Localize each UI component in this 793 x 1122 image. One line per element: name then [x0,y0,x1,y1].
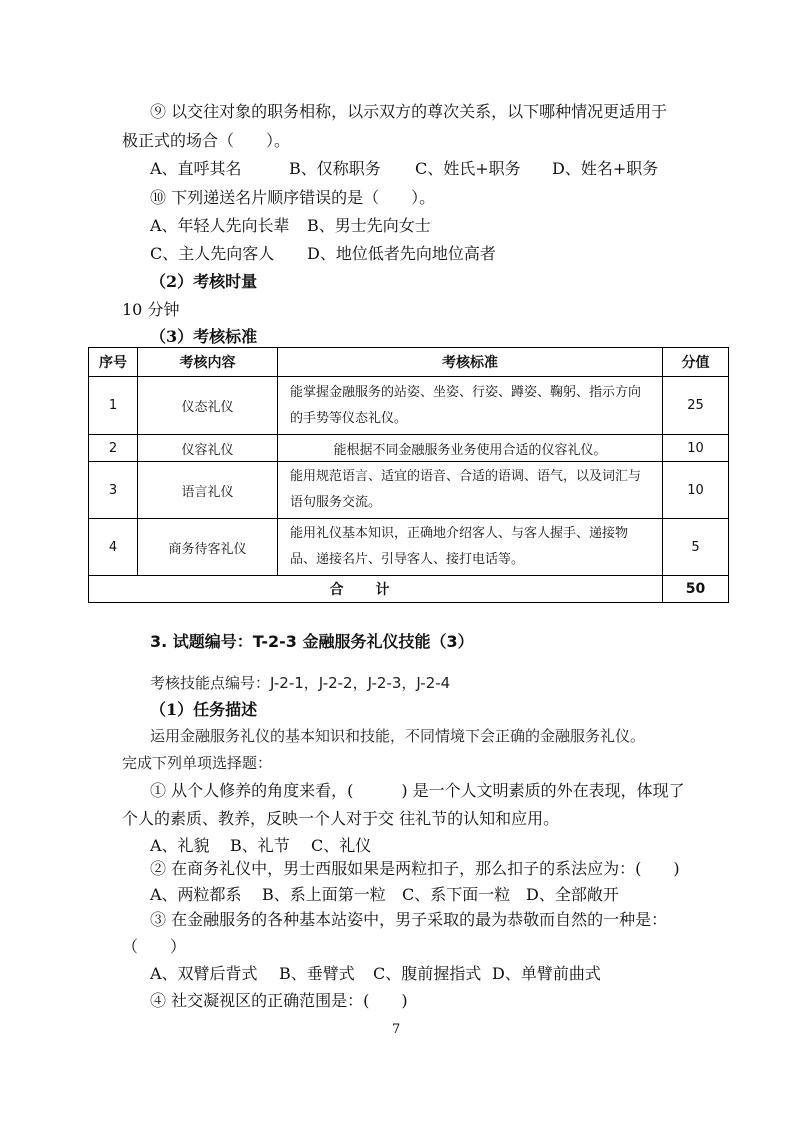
row-no: 3 [89,462,138,519]
q2-option-a: A、两粒都系 [150,885,242,904]
total-label: 合计 [329,582,422,598]
header-score: 分值 [663,348,729,377]
table-header-row [89,348,729,377]
q9-line2: 极正式的场合（ ）。 [122,131,291,150]
q10-option-b: B、男士先向女士 [307,216,431,235]
row-standard: 能用礼仪基本知识，正确地介绍客人、与客人握手、递接物品、递接名片、引导客人、接打电话等。 [278,519,663,576]
row-score: 5 [663,519,729,576]
q1-option-c: C、礼仪 [311,836,372,855]
table-row [89,519,729,576]
table-total-row [89,576,729,603]
row-score: 25 [663,377,729,435]
row-no: 4 [89,519,138,576]
q1-line1: ① 从个人修养的角度来看，( ) 是一个人文明素质的外在表现，体现了 [150,781,685,800]
item3-title: 3. 试题编号：T-2-3 金融服务礼仪技能（3） [150,632,474,651]
item3-skill-points: 考核技能点编号：J-2-1，J-2-2，J-2-3，J-2-4 [150,674,451,692]
q3-option-a: A、双臂后背式 [150,964,258,983]
q9-option-a: A、直呼其名 [150,159,242,178]
total-label-cell [89,576,663,603]
header-standard: 考核标准 [278,348,663,377]
q3-option-b: B、垂臂式 [279,964,355,983]
total-value: 50 [663,576,729,603]
q9-option-b: B、仅称职务 [289,159,381,178]
row-no: 1 [89,377,138,435]
table-row [89,377,729,435]
q2-option-c: C、系下面一粒 [402,885,511,904]
q3-line1: ③ 在金融服务的各种基本站姿中，男子采取的最为恭敬而自然的一种是： [150,910,668,929]
row-no: 2 [89,435,138,462]
row-content: 仪容礼仪 [138,435,278,462]
row-standard: 能掌握金融服务的站姿、坐姿、行姿、蹲姿、鞠躬、指示方向的手势等仪态礼仪。 [278,377,663,435]
header-no: 序号 [89,348,138,377]
q9-line1: ⑨ 以交往对象的职务相称，以示双方的尊次关系，以下哪种情况更适用于 [150,102,668,121]
q9-option-c: C、姓氏+职务 [415,159,521,178]
row-score: 10 [663,462,729,519]
q2-option-d: D、全部敞开 [526,885,619,904]
section2-value: 10 分钟 [122,300,180,319]
scoring-table [88,347,729,603]
q10-stem: ⑩ 下列递送名片顺序错误的是（ ）。 [150,188,436,207]
q2-option-b: B、系上面第一粒 [262,885,386,904]
row-content: 语言礼仪 [138,462,278,519]
task-intro-line1: 运用金融服务礼仪的基本知识和技能，不同情境下会正确的金融服务礼仪。 [150,727,646,745]
row-standard: 能用规范语言、适宜的语音、合适的语调、语气，以及词汇与语句服务交流。 [278,462,663,519]
q10-option-c: C、主人先向客人 [150,244,275,263]
q1-line2: 个人的素质、教养，反映一个人对于交 往礼节的认知和应用。 [122,809,560,828]
table-row [89,435,729,462]
q10-option-d: D、地位低者先向地位高者 [307,244,496,263]
table-row [89,462,729,519]
row-content: 仪态礼仪 [138,377,278,435]
row-standard: 能根据不同金融服务业务使用合适的仪容礼仪。 [278,435,663,462]
q10-option-a: A、年轻人先向长辈 [150,216,290,235]
q4-stem: ④ 社交凝视区的正确范围是：( ) [150,991,408,1010]
q1-option-b: B、礼节 [230,836,290,855]
section2-heading: （2）考核时量 [150,272,258,291]
q3-option-d: D、单臂前曲式 [492,964,601,983]
task-intro-line2: 完成下列单项选择题： [122,754,273,772]
task-heading: （1）任务描述 [150,700,258,719]
q9-option-d: D、姓名+职务 [552,159,659,178]
q3-option-c: C、腹前握指式 [373,964,482,983]
row-score: 10 [663,435,729,462]
header-content: 考核内容 [138,348,278,377]
q1-option-a: A、礼貌 [150,836,210,855]
section3-heading: （3）考核标准 [150,327,258,346]
q3-line2: （ ） [122,937,187,956]
row-content: 商务待客礼仪 [138,519,278,576]
page-number: 7 [392,1022,401,1037]
q2-stem: ② 在商务礼仪中，男士西服如果是两粒扣子，那么扣子的系法应为：( ) [150,859,680,878]
